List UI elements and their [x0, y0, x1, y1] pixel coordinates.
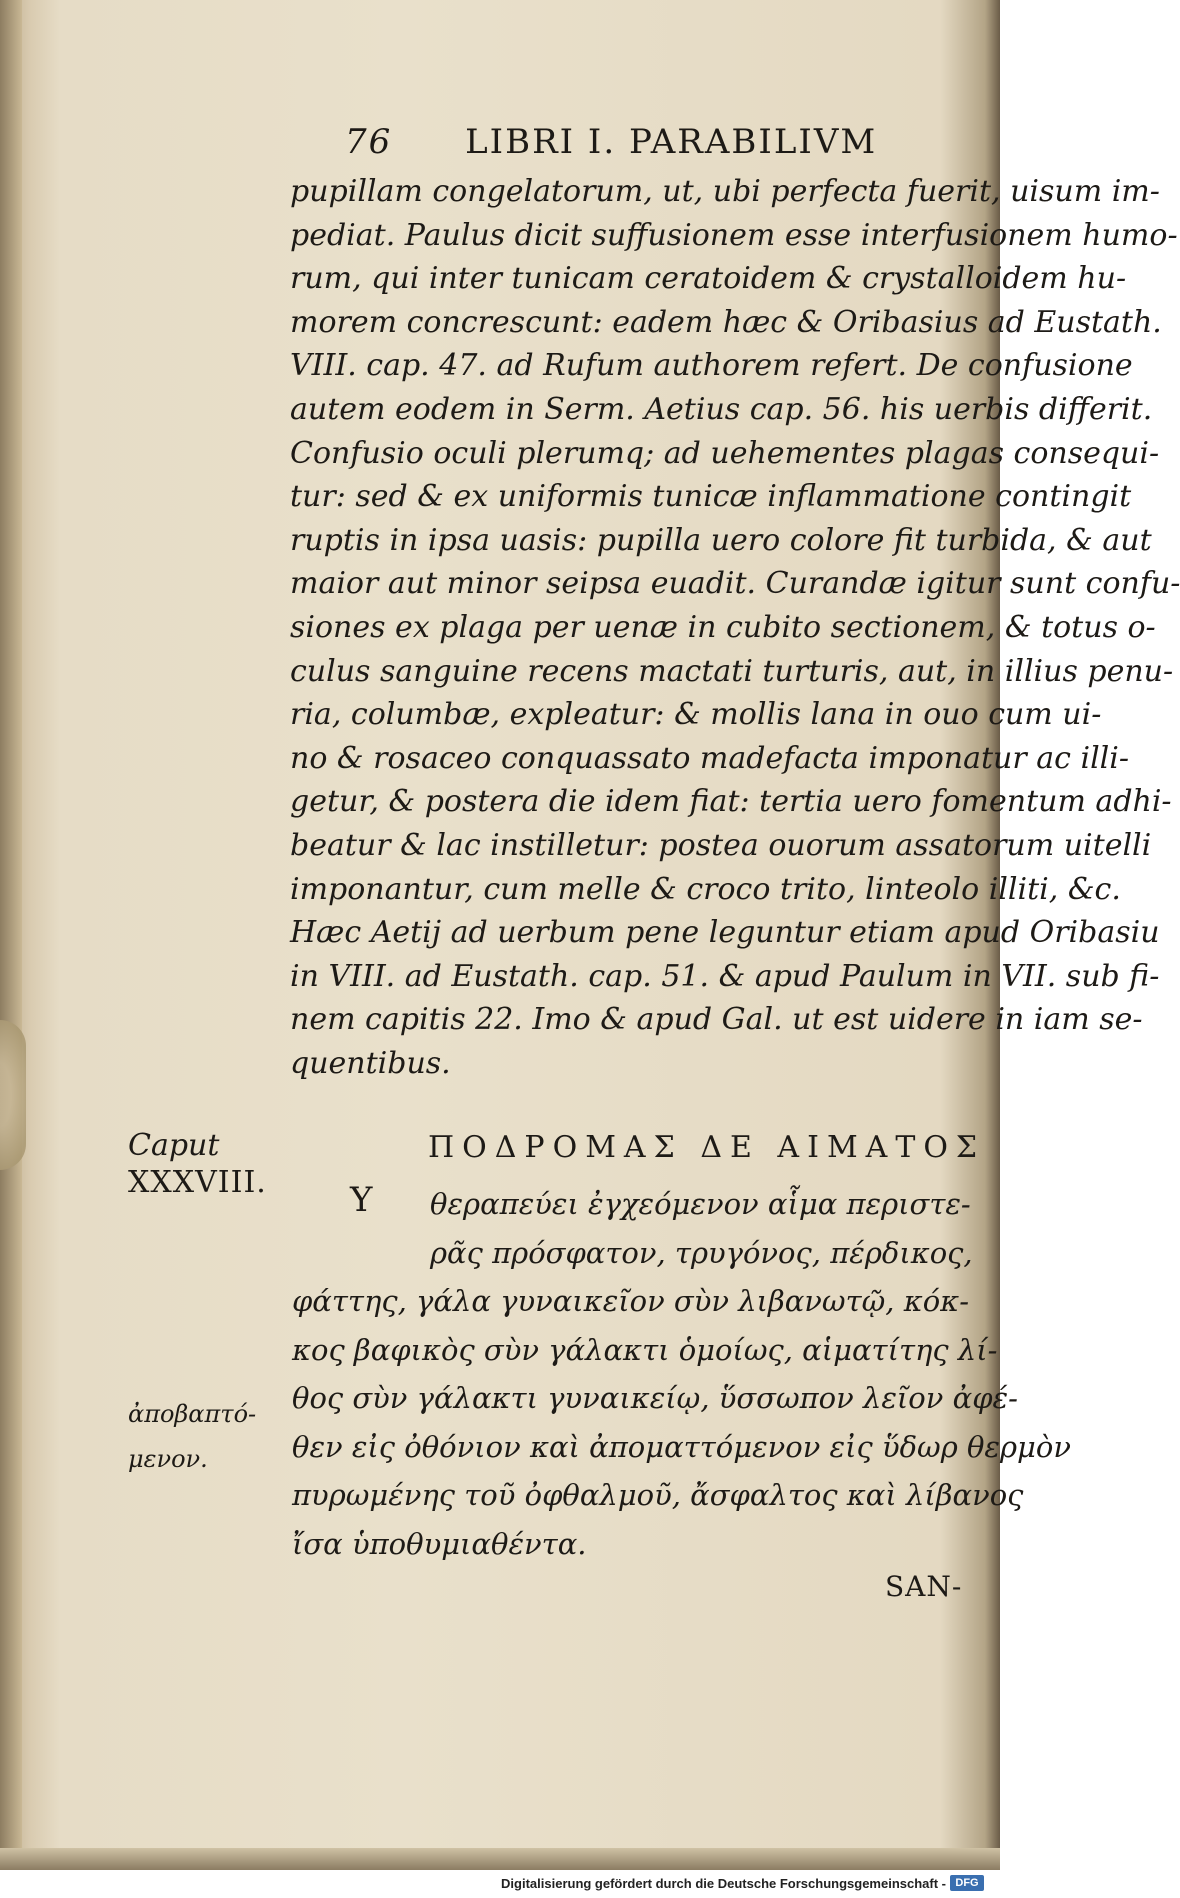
body-line: autem eodem in Serm. Aetius cap. 56. his uerbis differit. — [290, 391, 1153, 427]
body-line: morem concrescunt: eadem hæc & Oribasius ad Eustath. — [290, 304, 1162, 340]
body-line: Confusio oculi plerumq; ad uehementes plagas consequi- — [290, 435, 1160, 471]
funding-credit: Digitalisierung gefördert durch die Deutsche Forschungsgemeinschaft - — [501, 1876, 946, 1891]
chapter-line: θεν εἰς ὀθόνιον καὶ ἀποματτόμενον εἰς ὕδωρ θερμὸν — [292, 1429, 1071, 1464]
body-line: ria, columbæ, expleatur: & mollis lana in ouo cum ui- — [290, 697, 1102, 733]
chapter-text — [292, 1180, 1071, 1568]
chapter-line: ἴσα ὑποθυμιαθέντα. — [292, 1526, 587, 1561]
body-line: getur, & postera die idem fiat: tertia uero fomentum adhi- — [290, 784, 1172, 820]
chapter-line: θος σὺν γάλακτι γυναικείῳ, ὕσσωπον λεῖον ἀφέ- — [292, 1381, 1018, 1415]
margin-note: ἀποβαπτό- — [128, 1400, 257, 1428]
chapter-label: Caput — [128, 1128, 220, 1163]
running-header — [345, 122, 965, 162]
body-line: VIII. cap. 47. ad Rufum authorem refert. De confusione — [290, 348, 1133, 384]
chapter-initial: Υ — [350, 1180, 373, 1220]
chapter-line: ρᾶς πρόσφατον, τρυγόνος, πέρδικος, — [430, 1235, 973, 1270]
body-line: pediat. Paulus dicit suffusionem esse interfusionem humo- — [290, 217, 1178, 253]
body-line: tur: sed & ex uniformis tunicæ inflammatione contingit — [290, 479, 1132, 515]
margin-note: μενον. — [128, 1445, 208, 1473]
page-bottom-edge — [0, 1848, 1000, 1870]
body-line: pupillam congelatorum, ut, ubi perfecta fuerit, uisum im- — [290, 174, 1160, 209]
body-line: Hæc Aetij ad uerbum pene leguntur etiam apud Oribasiu — [290, 915, 1160, 951]
chapter-line: κος βαφικὸς σὺν γάλακτι ὁμοίως, αἱματίτης λί- — [292, 1332, 998, 1367]
body-line: ruptis in ipsa uasis: pupilla uero colore fit turbida, & aut — [290, 522, 1152, 558]
page-number: 76 — [345, 122, 393, 162]
chapter-line: φάττης, γάλα γυναικεῖον σὺν λιβανωτῷ, κόκ- — [292, 1284, 969, 1318]
body-line: nem capitis 22. Imo & apud Gal. ut est uidere in iam se- — [290, 1002, 1143, 1038]
chapter-number: XXXVIII. — [128, 1165, 267, 1200]
body-line: quentibus. — [290, 1045, 451, 1081]
body-line: in VIII. ad Eustath. cap. 51. & apud Paulum in VII. sub fi- — [290, 958, 1160, 994]
chapter-heading: ΠΟΔΡΟΜΑΣ ΔΕ ΑΙΜΑΤΟΣ — [428, 1130, 986, 1165]
chapter-line: πυρωμένης τοῦ ὀφθαλμοῦ, ἄσφαλτος καὶ λίβανος — [292, 1478, 1024, 1512]
body-line: no & rosaceo conquassato madefacta imponatur ac illi- — [290, 740, 1129, 776]
running-title: LIBRI I. PARABILIVM — [465, 122, 878, 162]
body-line: imponantur, cum melle & croco trito, linteolo illiti, &c. — [290, 871, 1121, 907]
body-text — [290, 170, 1180, 1085]
body-line: siones ex plaga per uenæ in cubito sectionem, & totus o- — [290, 609, 1156, 645]
body-line: culus sanguine recens mactati turturis, aut, in illius penu- — [290, 653, 1174, 689]
chapter-line: θεραπεύει ἐγχεόμενον αἷμα περιστε- — [430, 1187, 971, 1221]
dfg-logo: DFG — [950, 1875, 984, 1891]
catchword: SAN- — [885, 1570, 963, 1603]
page-clip-shadow — [0, 1020, 26, 1170]
body-line: rum, qui inter tunicam ceratoidem & crystalloidem hu- — [290, 261, 1127, 297]
page-gutter — [0, 0, 22, 1870]
body-line: beatur & lac instilletur: postea ouorum assatorum uitelli — [290, 827, 1152, 863]
body-line: maior aut minor seipsa euadit. Curandæ igitur sunt confu- — [290, 566, 1180, 602]
